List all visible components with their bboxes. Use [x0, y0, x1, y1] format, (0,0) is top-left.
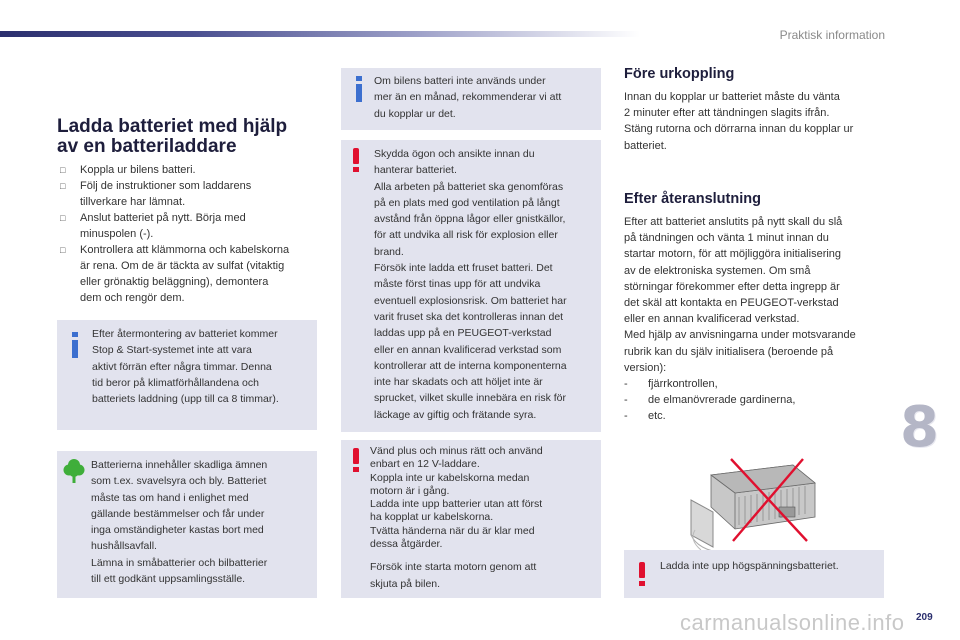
paragraph-before-disconnect: Innan du kopplar ur batteriet måste du vänta 2 minuter efter att tändningen slagits ifrån. Stäng rutorna och dörrarna innan du kopplar ur batteriet. — [624, 91, 854, 152]
warning-box-high-voltage — [624, 550, 884, 598]
warning-icon — [637, 562, 647, 586]
warning-box-safety — [341, 140, 601, 432]
info-text: Om bilens batteri inte används under mer än en månad, rekommenderar vi att du kopplar ur det. — [374, 75, 562, 120]
info-icon — [67, 332, 83, 358]
info-box-stop-start — [57, 320, 317, 430]
list-item: - de elmanövrerade gardinerna, — [624, 394, 796, 407]
paragraph-after-reconnect: Efter att batteriet anslutits på nytt skall du slå på tändningen och vänta 1 minut innan du startar motorn, för att möjliggöra initialisering av de elektroniska systemen. Om små störningar förekommer efter detta ingrepp är det skäl att kontakta en PEUGEOT-verkstad eller en annan kvalificerad verkstad. Med hjälp av anvisningarna under motsvarande rubrik kan du själv initialisera (beroende på version): - fjärrkontrollen, - de elmanövrerade gardinerna, - etc. — [624, 214, 894, 425]
warning-text-extra: Försök inte starta motorn genom att skjuta på bilen. — [370, 561, 537, 590]
crossed-out-battery-icon — [683, 455, 818, 555]
warning-text: Skydda ögon och ansikte innan du hanterar batteriet. Alla arbeten på batteriet ska genomföras på en plats med god ventilation på långt avstånd från öppna lågor eller gnistkällor, för att undvika all risk för explosion eller brand. Försök inte ladda ett fruset batteri. Det måste först tinas upp för att undvika eventuell explosionsrisk. Om batteriet har varit fruset ska det kontrolleras innan det laddas upp på en PEUGEOT-verkstad eller en annan kvalificerad verkstad som kontrollerar att de interna komponenterna inte har skadats och att höljet inte är sprucket, vilket skulle innebära en risk för läckage av giftig och frätande syra. — [374, 148, 567, 421]
warning-icon — [351, 448, 361, 472]
list-item: - etc. — [624, 410, 666, 423]
checkbox-bullet-icon: □ — [60, 181, 66, 191]
charging-steps — [60, 162, 322, 306]
warning-box-charging — [341, 440, 601, 598]
list-item: - fjärrkontrollen, — [624, 378, 718, 391]
header-bar — [0, 31, 640, 37]
chapter-number: 8 — [900, 395, 939, 460]
watermark: carmanualsonline.info — [680, 610, 905, 635]
section-title: Praktisk information — [779, 28, 885, 42]
page-title: Ladda batteriet med hjälp av en batteriladdare — [57, 116, 288, 157]
step-item: □ Kontrollera att klämmorna och kabelskorna är rena. Om de är täckta av sulfat (vitaktig eller grönaktig beläggning), demontera dem och rengör dem. — [60, 244, 290, 304]
step-item: □ Koppla ur bilens batteri. — [60, 164, 196, 176]
tree-icon — [63, 458, 85, 484]
heading-before-disconnect: Före urkoppling — [624, 66, 735, 82]
eco-text: Batterierna innehåller skadliga ämnen som t.ex. svavelsyra och bly. Batteriet måste tas om hand i enlighet med gällande bestämmelser och får under inga omständigheter kastas bort med hushållsavfall. Lämna in småbatterier och bilbatterier till ett godkänt uppsamlingsställe. — [91, 459, 268, 586]
checkbox-bullet-icon: □ — [60, 213, 66, 223]
checkbox-bullet-icon: □ — [60, 165, 66, 175]
info-icon — [351, 76, 367, 102]
warning-text: Ladda inte upp högspänningsbatteriet. — [660, 560, 839, 572]
step-item: □ Anslut batteriet på nytt. Börja med minuspolen (-). — [60, 212, 246, 240]
info-text: Efter återmontering av batteriet kommer Stop & Start-systemet inte att vara aktivt förrän efter några timmar. Denna tid beror på klimatförhållandena och batteriets laddning (upp till ca 8 timmar). — [92, 328, 279, 406]
heading-after-reconnect: Efter återanslutning — [624, 191, 761, 207]
warning-icon — [351, 148, 361, 172]
checkbox-bullet-icon: □ — [60, 245, 66, 255]
page-number: 209 — [916, 612, 933, 623]
warning-text: Vänd plus och minus rätt och använd enbart en 12 V-laddare. Koppla inte ur kabelskorna medan motorn är i gång. Ladda inte upp batterier utan att först ha kopplat ur kabelskorna. Tvätta händerna när du är klar med dessa åtgärder. — [370, 445, 543, 551]
step-item: □ Följ de instruktioner som laddarens tillverkare har lämnat. — [60, 180, 252, 208]
info-box-storage — [341, 68, 601, 130]
eco-box-recycling — [57, 451, 317, 598]
